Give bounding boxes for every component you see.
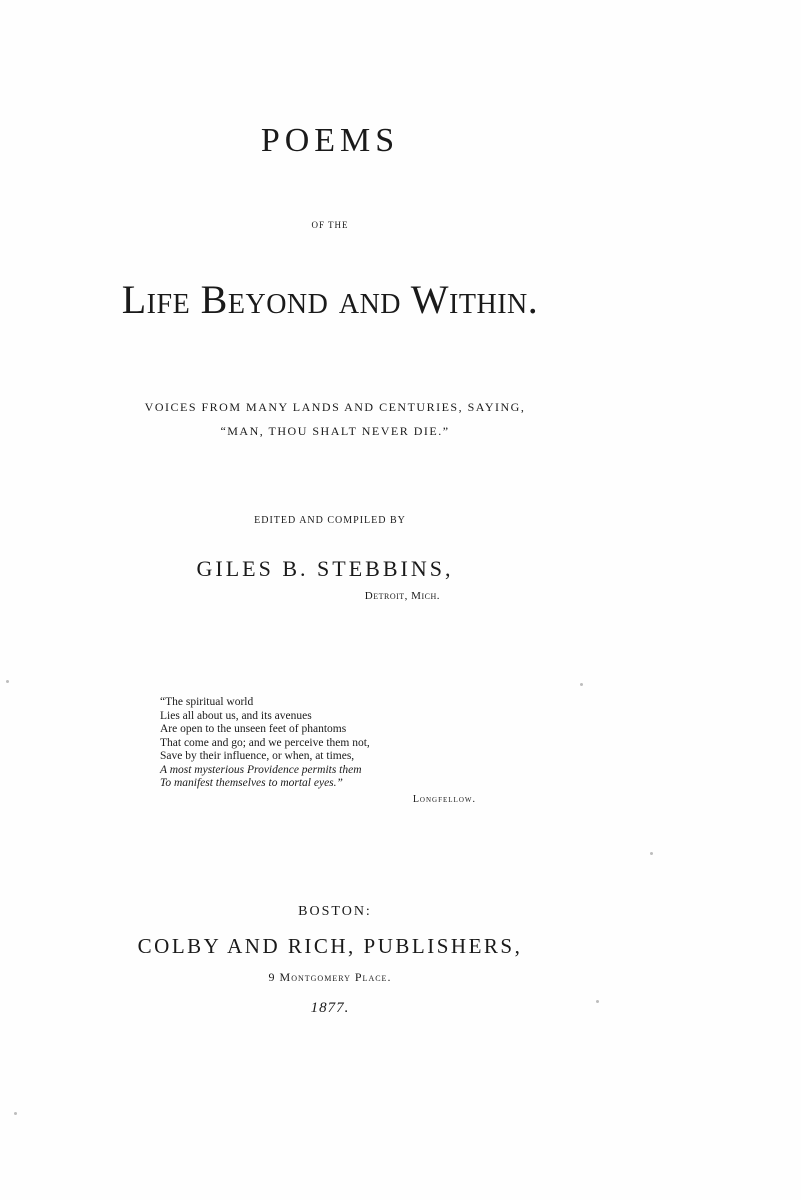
paper-speck — [6, 680, 9, 683]
epigraph-line: Lies all about us, and its avenues — [160, 709, 312, 722]
paper-speck — [650, 852, 653, 855]
epigraph-attribution: Longfellow. — [412, 793, 476, 805]
epigraph-line: Are open to the unseen feet of phantoms — [160, 723, 347, 735]
book-title: POEMS — [260, 122, 400, 159]
epigraph-line: A most mysterious Providence permits them — [160, 763, 362, 776]
epigraph-line: Save by their influence, or when, at times, — [160, 750, 355, 762]
epigraph-line: That come and go; and we perceive them not, — [160, 736, 370, 749]
imprint-publisher: COLBY AND RICH, PUBLISHERS, — [137, 934, 523, 958]
imprint-address: 9 Montgomery Place. — [268, 970, 392, 984]
epigraph-line: “The spiritual world — [160, 696, 254, 708]
of-the-text: OF THE — [311, 220, 349, 230]
paper-speck — [14, 1112, 17, 1115]
book-subtitle: Life Beyond and Within. — [121, 277, 539, 322]
paper-speck — [596, 1000, 599, 1003]
author-location: Detroit, Mich. — [364, 590, 440, 602]
imprint-city: BOSTON: — [298, 904, 372, 919]
imprint-year: 1877. — [310, 1000, 350, 1016]
paper-speck — [580, 683, 583, 686]
epigraph — [160, 696, 490, 806]
epigraph-line: To manifest themselves to mortal eyes.” — [160, 777, 343, 789]
edited-by-text: EDITED AND COMPILED BY — [254, 515, 406, 526]
author-name: GILES B. STEBBINS, — [196, 556, 454, 581]
voices-line-2: “MAN, THOU SHALT NEVER DIE.” — [220, 424, 450, 438]
voices-line-1: VOICES FROM MANY LANDS AND CENTURIES, SAYING, — [144, 400, 526, 414]
